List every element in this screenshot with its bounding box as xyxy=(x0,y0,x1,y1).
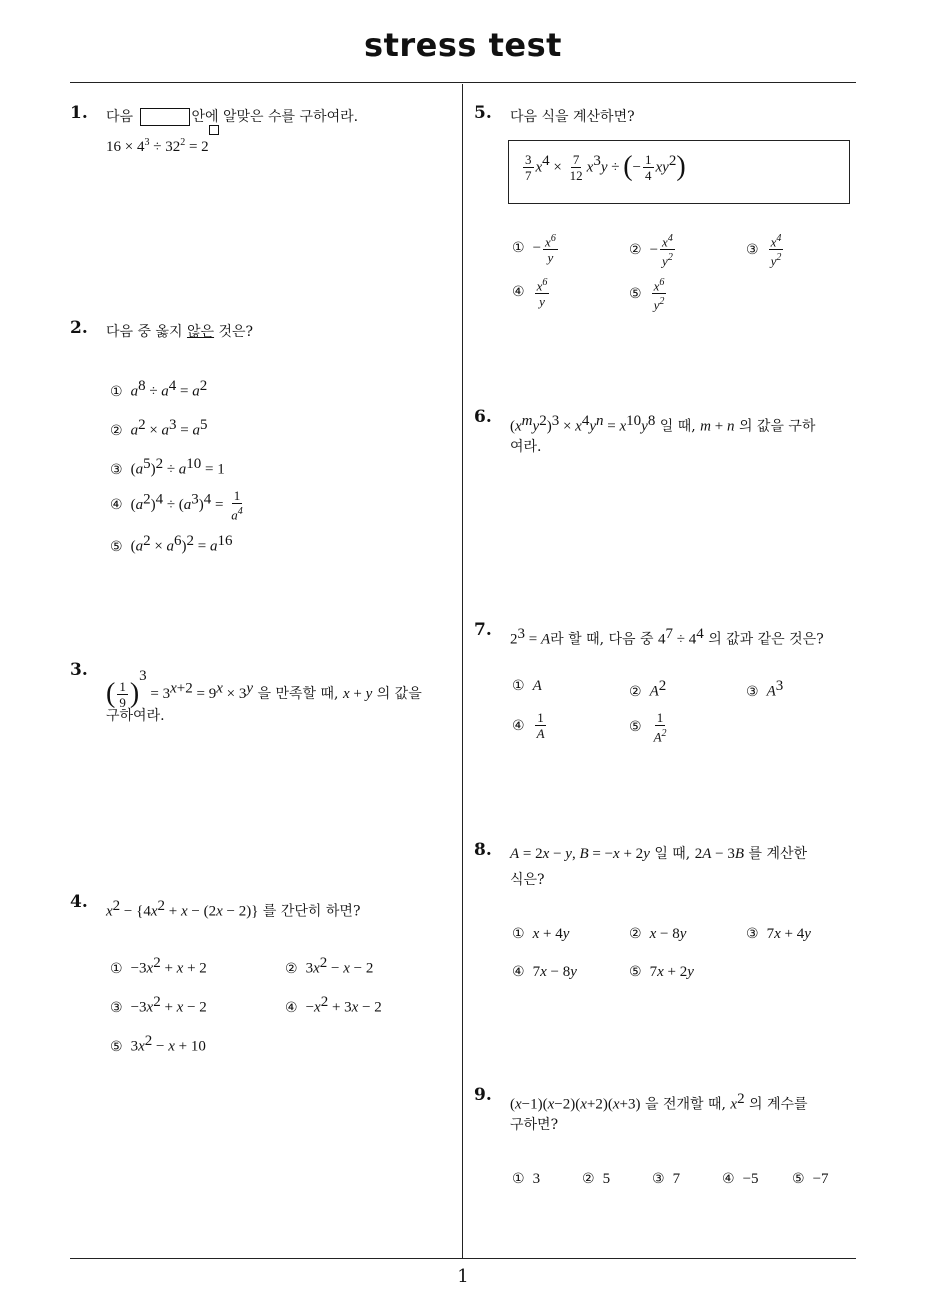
choice-1[interactable]: ① $-3x^2 + x + 2$ xyxy=(110,955,207,977)
choice-4[interactable]: ④ $\frac{1}{A}$ xyxy=(512,710,545,741)
question-number: 1. xyxy=(70,103,88,123)
choice-marker: ④ xyxy=(110,497,123,514)
question-expression: $16 \times 4^3 \div 32^2 = 2$ xyxy=(106,129,219,161)
question-3 xyxy=(70,660,460,740)
choice-5[interactable]: ⑤ $(a^2 \times a^6)^2 = a^{16}$ xyxy=(110,533,233,555)
choice-value: 3 xyxy=(532,1171,541,1187)
question-text-part: 을 만족할 때, xyxy=(257,686,339,702)
question-number: 7. xyxy=(474,620,492,640)
choice-4[interactable]: ④ 7x − 8y xyxy=(512,964,577,980)
choice-5[interactable]: ⑤ $\frac{x^6}{y^2}$ xyxy=(629,277,665,313)
choice-4[interactable]: ④ $-x^2 + 3x - 2$ xyxy=(285,994,382,1016)
question-text: $2^3 = A$라 할 때, 다음 중 $4^7 \div 4^4$ 의 값과 같은 것은? xyxy=(510,626,824,648)
question-text-part: 를 계산한 xyxy=(748,846,808,862)
question-text-part: 를 간단히 하면? xyxy=(262,903,361,920)
question-number: 6. xyxy=(474,407,492,427)
choice-3[interactable]: ③ $(a^5)^2 \div a^{10} = 1$ xyxy=(110,456,225,478)
choice-marker: ③ xyxy=(110,461,123,478)
question-9 xyxy=(474,1085,860,1195)
choice-3[interactable]: ③ 7x + 4y xyxy=(746,926,811,942)
choice-4[interactable]: ④ $\frac{x^6}{y}$ xyxy=(512,277,548,310)
question-6 xyxy=(474,407,860,467)
choice-2[interactable]: ② $a^2 \times a^3 = a^5$ xyxy=(110,417,208,439)
question-number: 3. xyxy=(70,660,88,680)
question-text: 다음 식을 계산하면? xyxy=(510,109,635,125)
question-4 xyxy=(70,892,450,1062)
choice-value: −5 xyxy=(742,1171,759,1187)
question-text-part: 구하여라. xyxy=(106,708,165,724)
choice-2[interactable]: ② $3x^2 - x - 2$ xyxy=(285,955,374,977)
boxed-expression: $\frac{3}{7}$ $x^4$ × $\frac{7}{12}$ $x^3y$ ÷ (− $\frac{1}{4}$ $xy^2$) xyxy=(525,151,686,183)
question-text-part: 일 때, xyxy=(654,846,691,862)
top-rule xyxy=(70,82,856,83)
choice-2[interactable]: ② 5 xyxy=(582,1171,611,1187)
question-number: 8. xyxy=(474,840,492,860)
question-text-part: 구하면? xyxy=(510,1117,559,1133)
choice-3[interactable]: ③ $\frac{x^4}{y^2}$ xyxy=(746,233,782,269)
question-number: 5. xyxy=(474,103,492,123)
question-text-part: 식은? xyxy=(510,872,545,888)
blank-square xyxy=(209,125,219,135)
choice-marker: ① xyxy=(110,383,123,400)
question-5 xyxy=(474,103,860,323)
question-text-part: 안에 알맞은 수를 구하여라. xyxy=(191,109,359,125)
question-8 xyxy=(474,840,860,990)
choice-value: 7 xyxy=(672,1171,681,1187)
choice-1[interactable]: ① A xyxy=(512,678,542,694)
question-expression: ( $\frac{1}{9}$ )$^3 = 3^{x+2} = 9^x \times 3^y$ 을 만족할 때, x + y 의 값을 xyxy=(106,668,422,710)
question-text: (x−1)(x−2)(x+2)(x+3) 을 전개할 때, $x^2$ 의 계수를 xyxy=(510,1091,808,1113)
question-text: $x^2 - \{4x^2 + x - (2x - 2)\}$ 를 간단히 하면? xyxy=(106,898,361,920)
choice-3[interactable]: ③ $-3x^2 + x - 2$ xyxy=(110,994,207,1016)
question-text-part: 의 값을 구하 xyxy=(738,418,816,435)
question-1 xyxy=(70,103,450,163)
choice-1[interactable]: ① 3 xyxy=(512,1171,541,1187)
page-number: 1 xyxy=(457,1266,469,1287)
question-number: 4. xyxy=(70,892,88,912)
question-text-part: 라 할 때, 다음 중 xyxy=(550,631,654,648)
question-2 xyxy=(70,318,450,568)
page-title: stress test xyxy=(364,26,562,64)
choice-5[interactable]: ⑤ $3x^2 - x + 10$ xyxy=(110,1033,206,1055)
question-text-part: 을 전개할 때, xyxy=(644,1096,726,1113)
choice-5[interactable]: ⑤ $\frac{1}{A^2}$ xyxy=(629,710,667,745)
question-text-part: 의 값을 xyxy=(376,686,422,702)
question-text-part: 의 계수를 xyxy=(749,1096,808,1113)
choice-1[interactable]: ① $a^8 \div a^4 = a^2$ xyxy=(110,378,208,400)
question-text: $(x^my^2)^3 \times x^4y^n = x^{10}y^8$ 일 때, m + n 의 값을 구하 xyxy=(510,413,816,435)
underlined-word: 않은 xyxy=(186,324,215,340)
question-text-part: 것은? xyxy=(218,324,254,340)
choice-marker: ② xyxy=(110,422,123,439)
choice-3[interactable]: ③ 7 xyxy=(652,1171,681,1187)
question-text-part: 다음 xyxy=(106,109,134,125)
choice-2[interactable]: ② − $\frac{x^4}{y^2}$ xyxy=(629,233,673,269)
column-divider xyxy=(462,84,463,1258)
choice-value: −7 xyxy=(812,1171,829,1187)
question-number: 9. xyxy=(474,1085,492,1105)
choice-4[interactable]: ④ −5 xyxy=(722,1171,759,1187)
choice-1[interactable]: ① − $\frac{x^6}{y}$ xyxy=(512,233,556,266)
choice-5[interactable]: ⑤ 7x + 2y xyxy=(629,964,694,980)
choice-5[interactable]: ⑤ −7 xyxy=(792,1171,829,1187)
question-text xyxy=(106,318,253,346)
question-text xyxy=(106,103,358,131)
question-text-part: 여라. xyxy=(510,439,542,455)
expression-box xyxy=(508,140,850,204)
choice-3[interactable]: ③ $A^3$ xyxy=(746,678,784,700)
bottom-rule xyxy=(70,1258,856,1259)
question-text-part: 의 값과 같은 것은? xyxy=(708,631,824,648)
choice-marker: ⑤ xyxy=(110,538,123,555)
choice-2[interactable]: ② $A^2$ xyxy=(629,678,667,700)
choice-4[interactable]: ④ $(a^2)^4 \div (a^3)^4$ = $\frac{1}{a^4}$ xyxy=(110,488,243,523)
question-text-part: 일 때, xyxy=(659,418,696,435)
question-text: A = 2x − y, B = −x + 2y 일 때, 2A − 3B 를 계산한 xyxy=(510,846,808,862)
question-7 xyxy=(474,620,860,760)
choice-2[interactable]: ② x − 8y xyxy=(629,926,687,942)
question-text-part: 다음 중 옳지 xyxy=(106,324,183,340)
choice-value: 5 xyxy=(602,1171,611,1187)
answer-blank-box xyxy=(140,108,190,126)
question-number: 2. xyxy=(70,318,88,338)
choice-1[interactable]: ① x + 4y xyxy=(512,926,570,942)
